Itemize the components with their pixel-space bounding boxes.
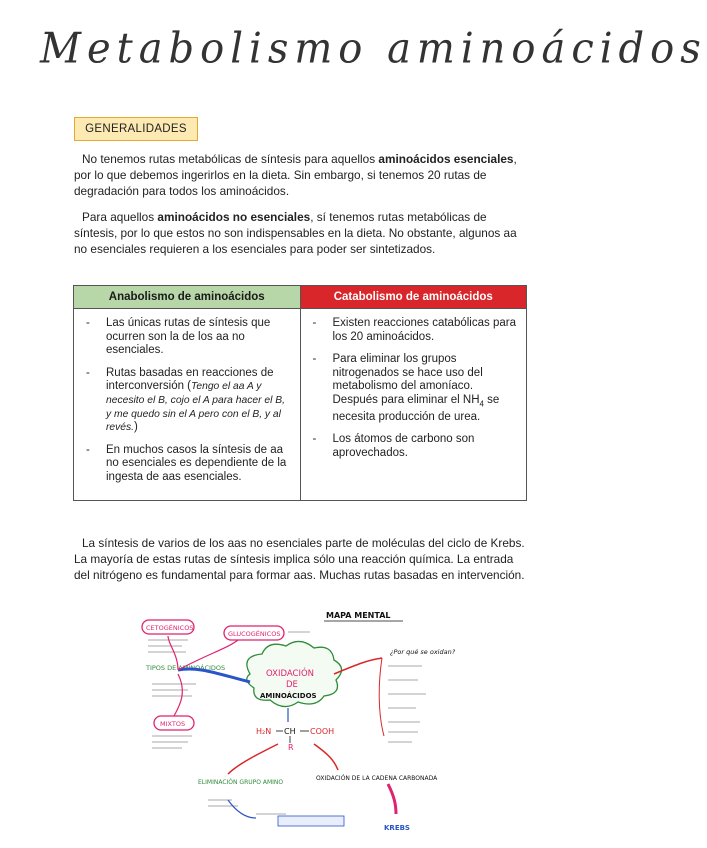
- map-heading: MAPA MENTAL: [326, 611, 391, 620]
- catabolism-item-3: Los átomos de carbono son aprovechados.: [332, 433, 475, 460]
- bullet-dash: -: [312, 433, 317, 446]
- center-line-3: AMINOÁCIDOS: [260, 692, 317, 700]
- item-subscript: 4: [479, 399, 484, 409]
- bullet-dash: -: [312, 353, 317, 366]
- p2-bold: aminoácidos no esenciales: [157, 210, 311, 224]
- formula-h2n: H₂N: [256, 727, 272, 736]
- page-title: Metabolismo aminoácidos: [40, 24, 707, 74]
- item-text: Rutas basadas en reacciones de interconversión (: [106, 366, 274, 393]
- section-label: GENERALIDADES: [74, 117, 198, 141]
- anabolism-item-3: En muchos casos la síntesis de aa no esenciales es dependiente de la ingesta de aas esenciales.: [106, 443, 287, 483]
- p2-text-end: , sí tenemos rutas metabólicas de síntesis, por lo que estos no son indispensables en la dieta. No obstante, algunos aa no esenciales requieren a los esenciales para poder ser sintetizados.: [74, 210, 517, 256]
- node-eliminacion: ELIMINACIÓN GRUPO AMINO: [198, 779, 284, 786]
- item-text: se necesita producción de urea.: [332, 393, 500, 423]
- list-item: [313, 353, 519, 424]
- node-tipos: TIPOS DE AMINOÁCIDOS: [146, 664, 226, 672]
- formula-ch: CH: [284, 727, 296, 736]
- catabolism-item-1: Existen reacciones catabólicas para los 20 aminoácidos.: [332, 317, 516, 343]
- paragraph-nonessential: [74, 210, 530, 257]
- node-oxidacion-cadena: OXIDACIÓN DE LA CADENA CARBONADA: [316, 775, 438, 782]
- p1-text: No tenemos rutas metabólicas de síntesis para aquellos: [82, 152, 379, 166]
- center-line-1: OXIDACIÓN: [266, 669, 315, 679]
- p3-text: La síntesis de varios de los aas no esenciales parte de moléculas del ciclo de Krebs. La mayoría de estas rutas de síntesis implica sólo una reacción química. La entrada del nitrógeno es fundamental para formar aas. Muchas rutas basadas en intervención.: [74, 536, 525, 582]
- list-item: [86, 444, 292, 485]
- bullet-dash: -: [86, 317, 90, 329]
- catabolism-item-2: [333, 353, 519, 424]
- item-italic: Tengo el aa A y necesito el B, cojo el A para hacer el B, y me quedo sin el A pero con el B, y al revés.: [106, 381, 285, 434]
- item-text: Para eliminar los grupos nitrogenados se hace uso del metabolismo del amoníaco. Después para eliminar el NH: [332, 353, 483, 406]
- catabolism-cell: [300, 309, 527, 501]
- node-glucogenicos: GLUCOGÉNICOS: [228, 630, 281, 638]
- p2-text: Para aquellos: [82, 210, 158, 224]
- node-por-que: ¿Por qué se oxidan?: [390, 648, 456, 656]
- comparison-table: [73, 285, 527, 501]
- p1-text-end: , por lo que debemos ingerirlos en la dieta. Sin embargo, si tenemos 20 rutas de degradación para todos los aminoácidos.: [74, 152, 517, 198]
- mind-map: [138, 604, 456, 834]
- paragraph-essential: [74, 152, 530, 199]
- branch-oxidacion: [314, 744, 338, 770]
- node-cetogenicos: CETOGÉNICOS: [146, 624, 194, 632]
- anabolism-item-1: Las únicas rutas de síntesis que ocurren son la de los aa no esenciales.: [106, 317, 271, 357]
- list-item: [313, 317, 519, 344]
- list-item: [86, 317, 292, 358]
- branch-eliminacion: [228, 744, 278, 774]
- bullet-dash: -: [312, 317, 317, 329]
- paragraph-krebs: [74, 536, 530, 583]
- node-mixtos: MIXTOS: [160, 720, 186, 728]
- catabolism-header: Catabolismo de aminoácidos: [300, 286, 527, 309]
- anabolism-header: Anabolismo de aminoácidos: [74, 286, 301, 309]
- formula-r: R: [288, 743, 294, 752]
- anabolism-cell: [74, 309, 301, 501]
- p1-bold: aminoácidos esenciales: [378, 152, 514, 166]
- anabolism-item-2: [106, 367, 292, 435]
- formula-cooh: COOH: [310, 727, 335, 736]
- bullet-dash: -: [86, 443, 90, 456]
- bullet-dash: -: [86, 366, 90, 379]
- list-item: [313, 433, 519, 460]
- center-line-2: DE: [286, 680, 298, 690]
- list-item: [86, 367, 292, 435]
- node-krebs: KREBS: [384, 824, 410, 832]
- krebs-box: [278, 816, 344, 826]
- item-text: ): [134, 421, 138, 434]
